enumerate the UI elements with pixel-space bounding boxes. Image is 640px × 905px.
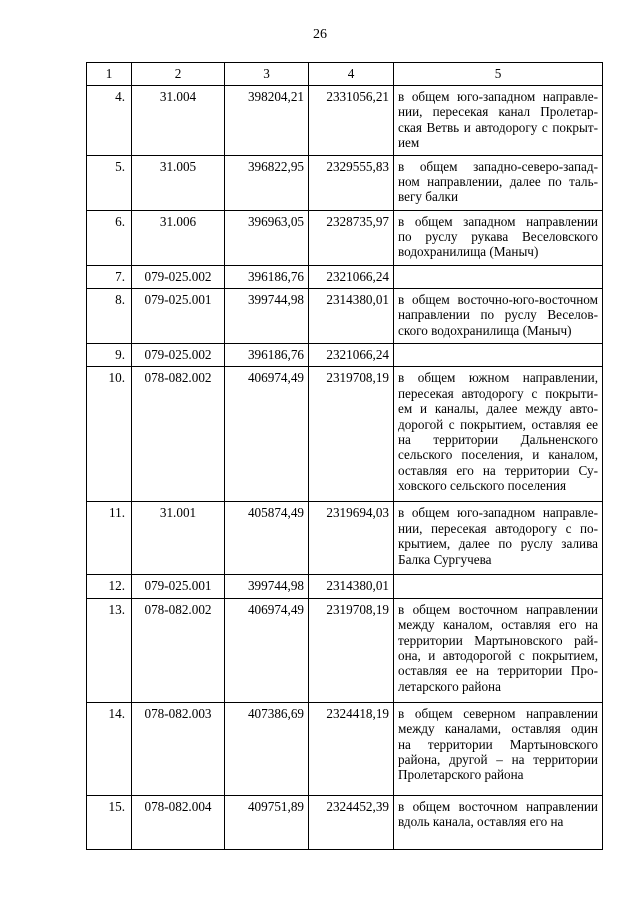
description-line: на территории Мартыновского [398, 736, 598, 752]
description-line: в общем юго-западном направле- [398, 89, 598, 104]
description-line: вдоль канала, оставляя его на [398, 814, 564, 830]
header-col-2: 2 [132, 63, 225, 86]
description-line: в общем северном направлении [398, 705, 598, 721]
description-line: между каналом, оставляя его на [398, 617, 598, 633]
table-row [87, 702, 603, 795]
description-line: в общем восточном направлении [398, 798, 598, 814]
boundary-description [394, 289, 603, 344]
row-number: 12. [87, 575, 132, 598]
point-code: 078-082.003 [132, 702, 225, 795]
row-number: 14. [87, 702, 132, 795]
table-row [87, 575, 603, 598]
boundary-description [394, 210, 603, 265]
table-row [87, 210, 603, 265]
point-code: 31.004 [132, 86, 225, 156]
description-line: в общем восточном направлении [398, 601, 598, 617]
boundary-description [394, 367, 603, 502]
coordinate-x: 396186,76 [225, 265, 309, 288]
description-line: ховского сельского поселения [398, 478, 567, 494]
coordinate-x: 396963,05 [225, 210, 309, 265]
row-number: 13. [87, 598, 132, 702]
point-code: 078-082.002 [132, 367, 225, 502]
boundary-description [394, 702, 603, 795]
table-header [87, 63, 603, 86]
coordinate-x: 407386,69 [225, 702, 309, 795]
description-line: дорогой с покрытием, оставляя ее [398, 416, 598, 432]
point-code: 078-082.004 [132, 795, 225, 849]
description-line: ского водохранилища (Маныч) [398, 322, 572, 338]
description-line: ием [398, 135, 420, 151]
description-line: водохранилища (Маныч) [398, 244, 539, 260]
coordinate-y: 2321066,24 [309, 344, 394, 367]
row-number: 8. [87, 289, 132, 344]
row-number: 11. [87, 502, 132, 575]
row-number: 4. [87, 86, 132, 156]
description-line: территории Мартыновского рай- [398, 632, 598, 648]
boundary-points-table [86, 62, 603, 850]
boundary-description [394, 344, 603, 367]
table-row [87, 344, 603, 367]
point-code: 079-025.002 [132, 344, 225, 367]
row-number: 5. [87, 155, 132, 210]
table-row [87, 86, 603, 156]
description-line: вегу балки [398, 189, 459, 205]
description-line: в общем юго-западном направле- [398, 505, 598, 521]
coordinate-y: 2314380,01 [309, 289, 394, 344]
boundary-description [394, 502, 603, 575]
coordinate-x: 399744,98 [225, 575, 309, 598]
point-code: 079-025.002 [132, 265, 225, 288]
boundary-description [394, 155, 603, 210]
coordinate-x: 396186,76 [225, 344, 309, 367]
description-line: она, и автодорогой с покрытием, [398, 648, 598, 664]
table-body [87, 86, 603, 850]
boundary-description [394, 86, 603, 156]
description-line: сельского поселения, и каналом, [398, 447, 598, 463]
coordinate-y: 2319694,03 [309, 502, 394, 575]
coordinate-y: 2319708,19 [309, 598, 394, 702]
coordinate-y: 2329555,83 [309, 155, 394, 210]
boundary-description [394, 265, 603, 288]
point-code: 079-025.001 [132, 289, 225, 344]
table-row [87, 502, 603, 575]
point-code: 079-025.001 [132, 575, 225, 598]
boundary-description [394, 795, 603, 849]
row-number: 10. [87, 367, 132, 502]
description-line: пересекая автодорогу с покрыти- [398, 385, 598, 401]
description-line: нии, пересекая канал Пролетар- [398, 104, 598, 120]
header-col-5: 5 [394, 63, 603, 86]
coordinate-x: 396822,95 [225, 155, 309, 210]
coordinate-x: 409751,89 [225, 795, 309, 849]
coordinate-x: 398204,21 [225, 86, 309, 156]
description-line: ем и каналы, далее между авто- [398, 401, 598, 417]
point-code: 31.005 [132, 155, 225, 210]
header-col-4: 4 [309, 63, 394, 86]
coordinate-y: 2314380,01 [309, 575, 394, 598]
coordinate-y: 2324418,19 [309, 702, 394, 795]
description-line: по руслу рукава Веселовского [398, 229, 598, 245]
description-line: летарского района [398, 678, 501, 694]
description-line: в общем восточно-юго-восточном [398, 292, 598, 308]
description-line: в общем западно-северо-запад- [398, 158, 598, 174]
description-line: между каналами, оставляя один [398, 721, 598, 737]
coordinate-y: 2328735,97 [309, 210, 394, 265]
row-number: 7. [87, 265, 132, 288]
coordinate-x: 406974,49 [225, 367, 309, 502]
point-code: 078-082.002 [132, 598, 225, 702]
coordinate-x: 406974,49 [225, 598, 309, 702]
description-line: Балка Сургучева [398, 551, 492, 567]
coordinate-x: 405874,49 [225, 502, 309, 575]
description-line: крытием, далее по руслу залива [398, 536, 598, 552]
description-line: на территории Дальненского [398, 432, 598, 448]
boundary-description [394, 575, 603, 598]
coordinate-y: 2331056,21 [309, 86, 394, 156]
header-row [87, 63, 603, 86]
description-line: в общем южном направлении, [398, 370, 598, 386]
row-number: 9. [87, 344, 132, 367]
boundary-description [394, 598, 603, 702]
coordinate-y: 2324452,39 [309, 795, 394, 849]
coordinate-x: 399744,98 [225, 289, 309, 344]
header-col-1: 1 [87, 63, 132, 86]
table-row [87, 598, 603, 702]
table-row [87, 265, 603, 288]
description-line: направлении по руслу Веселов- [398, 307, 598, 323]
description-line: нии, пересекая автодорогу с по- [398, 520, 598, 536]
point-code: 31.006 [132, 210, 225, 265]
description-line: в общем западном направлении [398, 213, 598, 229]
description-line: Пролетарского района [398, 767, 524, 783]
row-number: 6. [87, 210, 132, 265]
table-row [87, 795, 603, 849]
table-row [87, 289, 603, 344]
point-code: 31.001 [132, 502, 225, 575]
row-number: 15. [87, 795, 132, 849]
description-line: ская Ветвь и автодорогу с покрыт- [398, 119, 598, 135]
description-line: ном направлении, далее по таль- [398, 174, 598, 190]
coordinate-y: 2319708,19 [309, 367, 394, 502]
table-row [87, 367, 603, 502]
page-number: 26 [313, 27, 327, 42]
description-line: оставляя его на территории Су- [398, 462, 598, 478]
coordinate-y: 2321066,24 [309, 265, 394, 288]
table-row [87, 155, 603, 210]
description-line: оставляя ее на территории Про- [398, 663, 598, 679]
header-col-3: 3 [225, 63, 309, 86]
description-line: района, другой – на территории [398, 752, 598, 768]
